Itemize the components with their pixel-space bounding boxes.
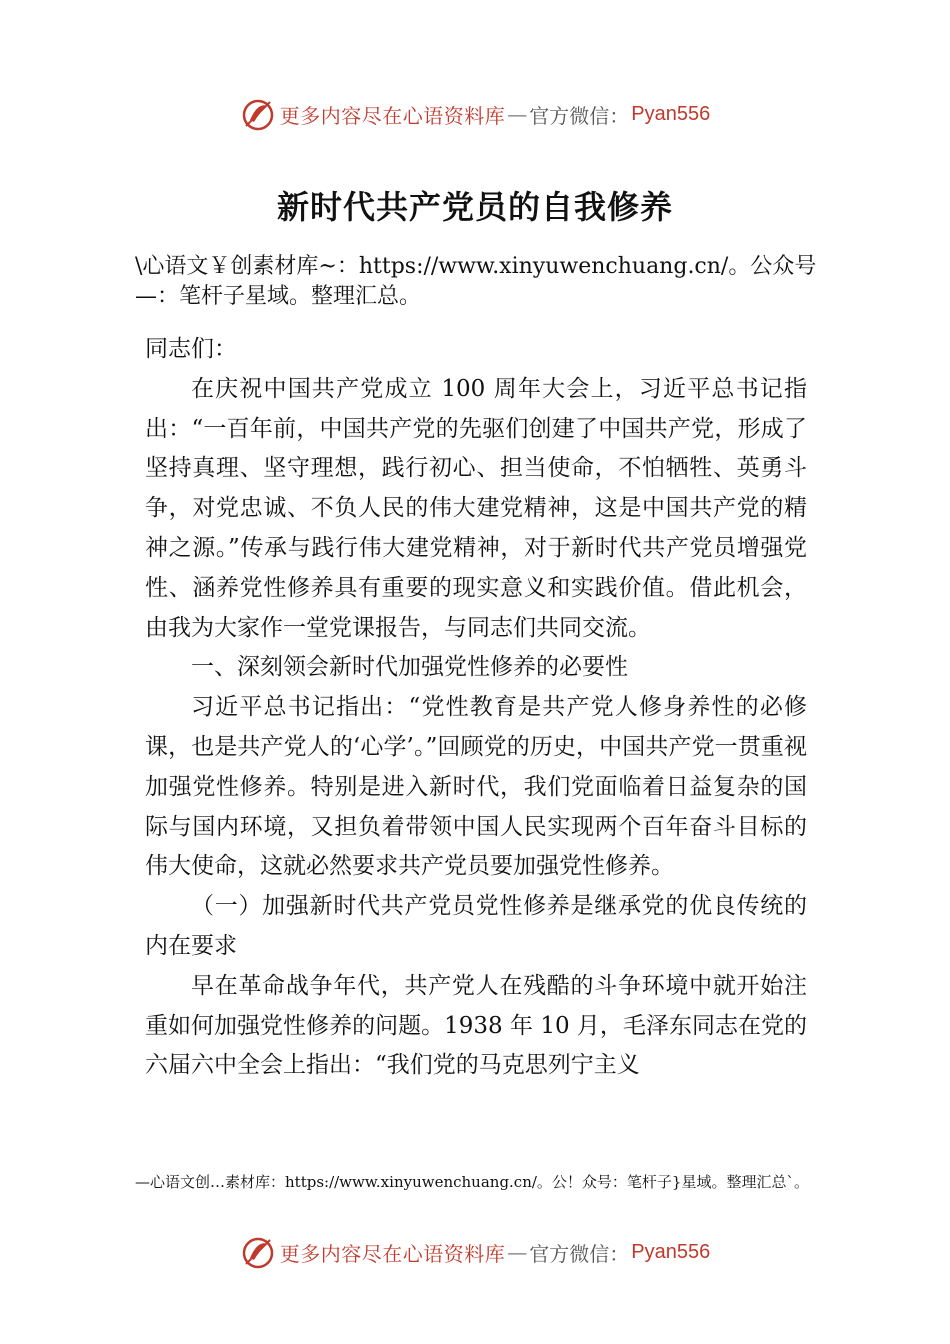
banner-separator: —: [507, 1240, 528, 1264]
document-body: [145, 330, 807, 1086]
banner-wechat-label: 官方微信：: [529, 1241, 630, 1266]
header-banner: [0, 94, 950, 134]
footer-note: —心语文创…素材库：https://www.xinyuwenchuang.cn/。公！众号：笔杆子}星域。整理汇总`。: [135, 1173, 809, 1191]
banner-text: 更多内容尽在心语资料库: [279, 1241, 506, 1266]
paragraph: 习近平总书记指出：“党性教育是共产党人修身养性的必修课，也是共产党人的‘心学’。”回顾党的历史，中国共产党一贯重视加强党性修养。特别是进入新时代，我们党面临着日益复杂的国际与国内环境，又担负着带领中国人民实现两个百年奋斗目标的伟大使命，这就必然要求共产党员要加强党性修养。: [145, 694, 807, 880]
banner-wechat-id: Pyan556: [631, 102, 711, 125]
paragraph: 在庆祝中国共产党成立 100 周年大会上，习近平总书记指出：“一百年前，中国共产党的先驱们创建了中国共产党，形成了坚持真理、坚守理想，践行初心、担当使命，不怕牺牲、英勇斗争，对党忠诚、不负人民的伟大建党精神，这是中国共产党的精神之源。”传承与践行伟大建党精神，对于新时代共产党员增强党性、涵养党性修养具有重要的现实意义和实践价值。借此机会，由我为大家作一堂党课报告，与同志们共同交流。: [145, 375, 807, 641]
footer-banner: [0, 1232, 950, 1272]
section-heading: 一、深刻领会新时代加强党性修养的必要性: [191, 654, 628, 681]
banner-separator: —: [507, 102, 528, 126]
brand-logo-icon: [240, 96, 276, 132]
banner-wechat-id: Pyan556: [631, 1240, 711, 1263]
salutation: 同志们：: [145, 336, 237, 362]
document-title: 新时代共产党员的自我修养: [276, 188, 673, 226]
subsection-heading: （一）加强新时代共产党员党性修养是继承党的优良传统的内在要求: [145, 893, 807, 959]
brand-logo-icon: [240, 1234, 276, 1270]
paragraph: 早在革命战争年代，共产党人在残酷的斗争环境中就开始注重如何加强党性修养的问题。1938 年 10 月，毛泽东同志在党的六届六中全会上指出：“我们党的马克思列宁主义: [145, 972, 807, 1079]
banner-text: 更多内容尽在心语资料库: [279, 103, 506, 128]
banner-wechat-label: 官方微信：: [529, 103, 630, 128]
source-note: \心语文￥创素材库~：https://www.xinyuwenchuang.cn/。公众号—：笔杆子星域。整理汇总。: [135, 254, 817, 309]
